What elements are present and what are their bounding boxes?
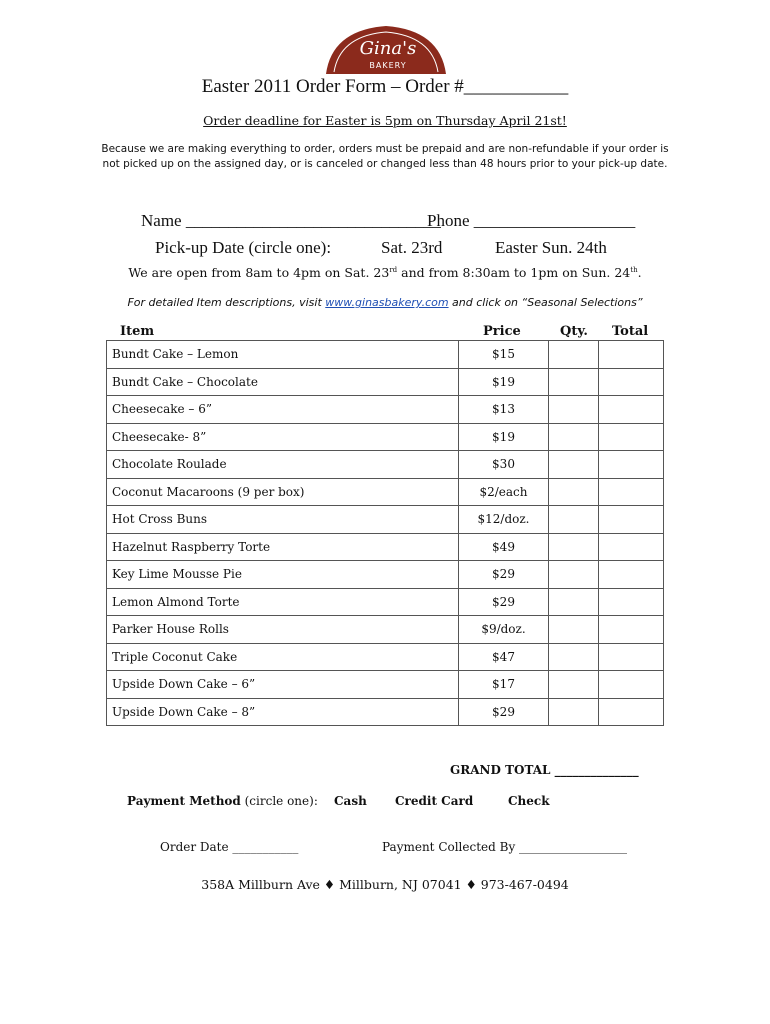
item-name: Bundt Cake – Chocolate	[107, 368, 459, 396]
table-row	[107, 588, 664, 616]
prepaid-notice: Because we are making everything to order, orders must be prepaid and are non-refundable if your order is not picked up on the assigned day, or is canceled or changed less than 48 hours prior to your pick-up date.	[101, 143, 669, 170]
payment-option-cash[interactable]: Cash	[334, 794, 367, 808]
pickup-option-sun[interactable]: Easter Sun. 24th	[495, 238, 607, 257]
item-name: Lemon Almond Torte	[107, 588, 459, 616]
table-row	[107, 698, 664, 726]
qty-cell[interactable]	[549, 451, 599, 479]
pickup-date-label: Pick-up Date (circle one):	[155, 238, 332, 257]
qty-cell[interactable]	[549, 698, 599, 726]
qty-cell[interactable]	[549, 423, 599, 451]
item-name: Parker House Rolls	[107, 616, 459, 644]
website-link[interactable]: www.ginasbakery.com	[325, 296, 449, 309]
item-name: Chocolate Roulade	[107, 451, 459, 479]
qty-cell[interactable]	[549, 588, 599, 616]
table-row	[107, 396, 664, 424]
item-name: Coconut Macaroons (9 per box)	[107, 478, 459, 506]
order-items-table	[106, 340, 664, 726]
item-name: Upside Down Cake – 6”	[107, 671, 459, 699]
table-row	[107, 368, 664, 396]
item-name: Bundt Cake – Lemon	[107, 341, 459, 369]
table-row	[107, 561, 664, 589]
item-name: Key Lime Mousse Pie	[107, 561, 459, 589]
col-header-qty: Qty.	[560, 324, 588, 339]
table-row	[107, 671, 664, 699]
order-deadline: Order deadline for Easter is 5pm on Thursday April 21st!	[203, 113, 567, 128]
qty-cell[interactable]	[549, 396, 599, 424]
name-field-label[interactable]: Name ______________________________	[141, 211, 441, 230]
ginas-bakery-logo	[322, 24, 450, 76]
table-row	[107, 643, 664, 671]
total-cell[interactable]	[599, 533, 664, 561]
total-cell[interactable]	[599, 341, 664, 369]
col-header-item: Item	[120, 324, 155, 339]
payment-option-credit-card[interactable]: Credit Card	[395, 794, 474, 808]
total-cell[interactable]	[599, 588, 664, 616]
total-cell[interactable]	[599, 423, 664, 451]
item-name: Hazelnut Raspberry Torte	[107, 533, 459, 561]
order-date-field[interactable]: Order Date ___________	[160, 840, 299, 854]
item-price: $30	[459, 451, 549, 479]
qty-cell[interactable]	[549, 533, 599, 561]
table-row	[107, 341, 664, 369]
qty-cell[interactable]	[549, 616, 599, 644]
item-name: Cheesecake- 8”	[107, 423, 459, 451]
visit-website-note: For detailed Item descriptions, visit www.ginasbakery.com and click on “Seasonal Selections”	[127, 296, 643, 309]
item-price: $19	[459, 423, 549, 451]
total-cell[interactable]	[599, 368, 664, 396]
col-header-price: Price	[483, 324, 521, 339]
table-row	[107, 506, 664, 534]
total-cell[interactable]	[599, 478, 664, 506]
payment-method-label: Payment Method (circle one):	[127, 794, 318, 808]
item-price: $47	[459, 643, 549, 671]
item-name: Upside Down Cake – 8”	[107, 698, 459, 726]
qty-cell[interactable]	[549, 341, 599, 369]
bakery-address: 358A Millburn Ave ♦ Millburn, NJ 07041 ♦ 973-467-0494	[201, 877, 569, 892]
svg-text:BAKERY: BAKERY	[369, 61, 407, 70]
qty-cell[interactable]	[549, 478, 599, 506]
table-row	[107, 451, 664, 479]
col-header-total: Total	[612, 324, 649, 339]
form-title: Easter 2011 Order Form – Order #___________	[201, 76, 569, 97]
table-row	[107, 616, 664, 644]
pickup-option-sat[interactable]: Sat. 23rd	[381, 238, 443, 257]
grand-total[interactable]: GRAND TOTAL ______________	[450, 763, 639, 777]
item-price: $13	[459, 396, 549, 424]
item-name: Cheesecake – 6”	[107, 396, 459, 424]
open-hours: We are open from 8am to 4pm on Sat. 23rd and from 8:30am to 1pm on Sun. 24th.	[128, 265, 642, 280]
item-price: $29	[459, 588, 549, 616]
total-cell[interactable]	[599, 506, 664, 534]
item-price: $2/each	[459, 478, 549, 506]
total-cell[interactable]	[599, 561, 664, 589]
item-price: $49	[459, 533, 549, 561]
item-price: $19	[459, 368, 549, 396]
phone-field-label[interactable]: Phone ___________________	[427, 211, 636, 230]
item-name: Triple Coconut Cake	[107, 643, 459, 671]
qty-cell[interactable]	[549, 506, 599, 534]
qty-cell[interactable]	[549, 561, 599, 589]
payment-collected-field[interactable]: Payment Collected By __________________	[382, 840, 628, 854]
item-price: $9/doz.	[459, 616, 549, 644]
total-cell[interactable]	[599, 643, 664, 671]
total-cell[interactable]	[599, 451, 664, 479]
total-cell[interactable]	[599, 616, 664, 644]
table-row	[107, 423, 664, 451]
item-price: $17	[459, 671, 549, 699]
item-name: Hot Cross Buns	[107, 506, 459, 534]
item-price: $15	[459, 341, 549, 369]
total-cell[interactable]	[599, 671, 664, 699]
table-row	[107, 533, 664, 561]
item-price: $29	[459, 561, 549, 589]
qty-cell[interactable]	[549, 643, 599, 671]
item-price: $12/doz.	[459, 506, 549, 534]
svg-text:Gina's: Gina's	[359, 38, 417, 59]
qty-cell[interactable]	[549, 671, 599, 699]
total-cell[interactable]	[599, 396, 664, 424]
payment-option-check[interactable]: Check	[508, 794, 550, 808]
total-cell[interactable]	[599, 698, 664, 726]
item-price: $29	[459, 698, 549, 726]
table-row	[107, 478, 664, 506]
qty-cell[interactable]	[549, 368, 599, 396]
